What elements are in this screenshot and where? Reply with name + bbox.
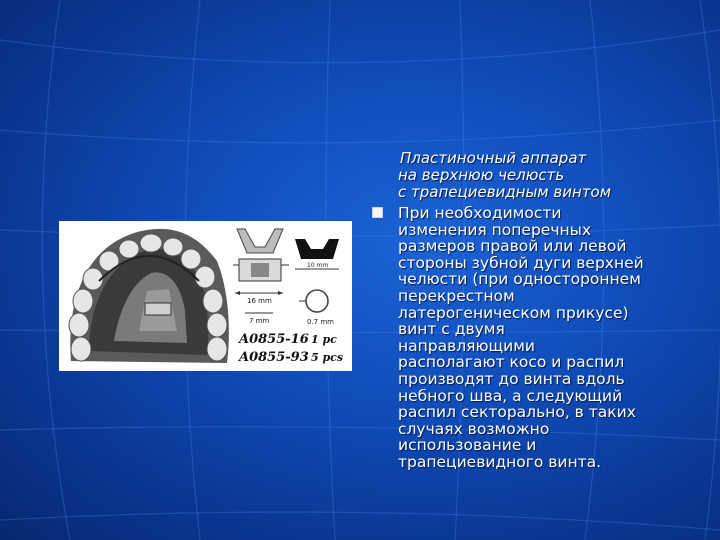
figure-caption <box>398 150 698 201</box>
bullet-line: трапециевидного винта. <box>398 452 602 471</box>
bullet-line: винт с двумя <box>398 320 505 339</box>
appliance-illustration <box>59 221 352 371</box>
order-codes <box>237 332 343 365</box>
bullet-line: распил секторально, в таких <box>398 403 636 422</box>
activation-key <box>299 290 334 326</box>
screw-side-view <box>295 239 339 269</box>
bullet-text <box>398 205 692 471</box>
bullet-line: челюсти (при одностороннем <box>398 270 641 289</box>
order-qty: 5 pcs <box>311 351 344 364</box>
bullet-line: перекрестном <box>398 286 515 305</box>
bullet-line: случаях возможно <box>398 419 550 438</box>
screw-top-view <box>233 229 289 325</box>
order-code: A0855-93 <box>239 350 309 365</box>
bullet-line: производят до винта вдоль <box>398 369 625 388</box>
bullet-line: стороны зубной дуги верхней <box>398 253 644 272</box>
bullet-line: располагают косо и распил <box>398 353 625 372</box>
order-qty: 1 pc <box>311 333 337 346</box>
upper-jaw-plate <box>69 229 229 363</box>
bullet-line: использование и <box>398 436 537 455</box>
bullet-line: небного шва, а следующий <box>398 386 623 405</box>
bullet-line: изменения поперечных <box>398 220 592 239</box>
dim-0-7-label: 0.7 mm <box>307 318 334 326</box>
bullet-paragraph <box>372 205 692 471</box>
dim-top-label: 10 mm <box>307 262 329 269</box>
caption-line: на верхнюю челюсть <box>398 166 565 184</box>
caption-line: с трапециевидным винтом <box>398 183 612 201</box>
bullet-line: размеров правой или левой <box>398 237 627 256</box>
caption-line: Пластиночный аппарат <box>400 149 587 167</box>
bullet-line: При необходимости <box>398 204 562 222</box>
bullet-line: латерогеническом прикусе) <box>398 303 629 322</box>
appliance-photo <box>59 221 352 371</box>
dim-16-label: 16 mm <box>247 297 272 305</box>
square-bullet-icon <box>372 207 383 218</box>
bullet-line: направляющими <box>398 336 535 355</box>
order-code: A0855-16 <box>239 332 309 347</box>
dim-7-label: 7 mm <box>249 317 270 325</box>
